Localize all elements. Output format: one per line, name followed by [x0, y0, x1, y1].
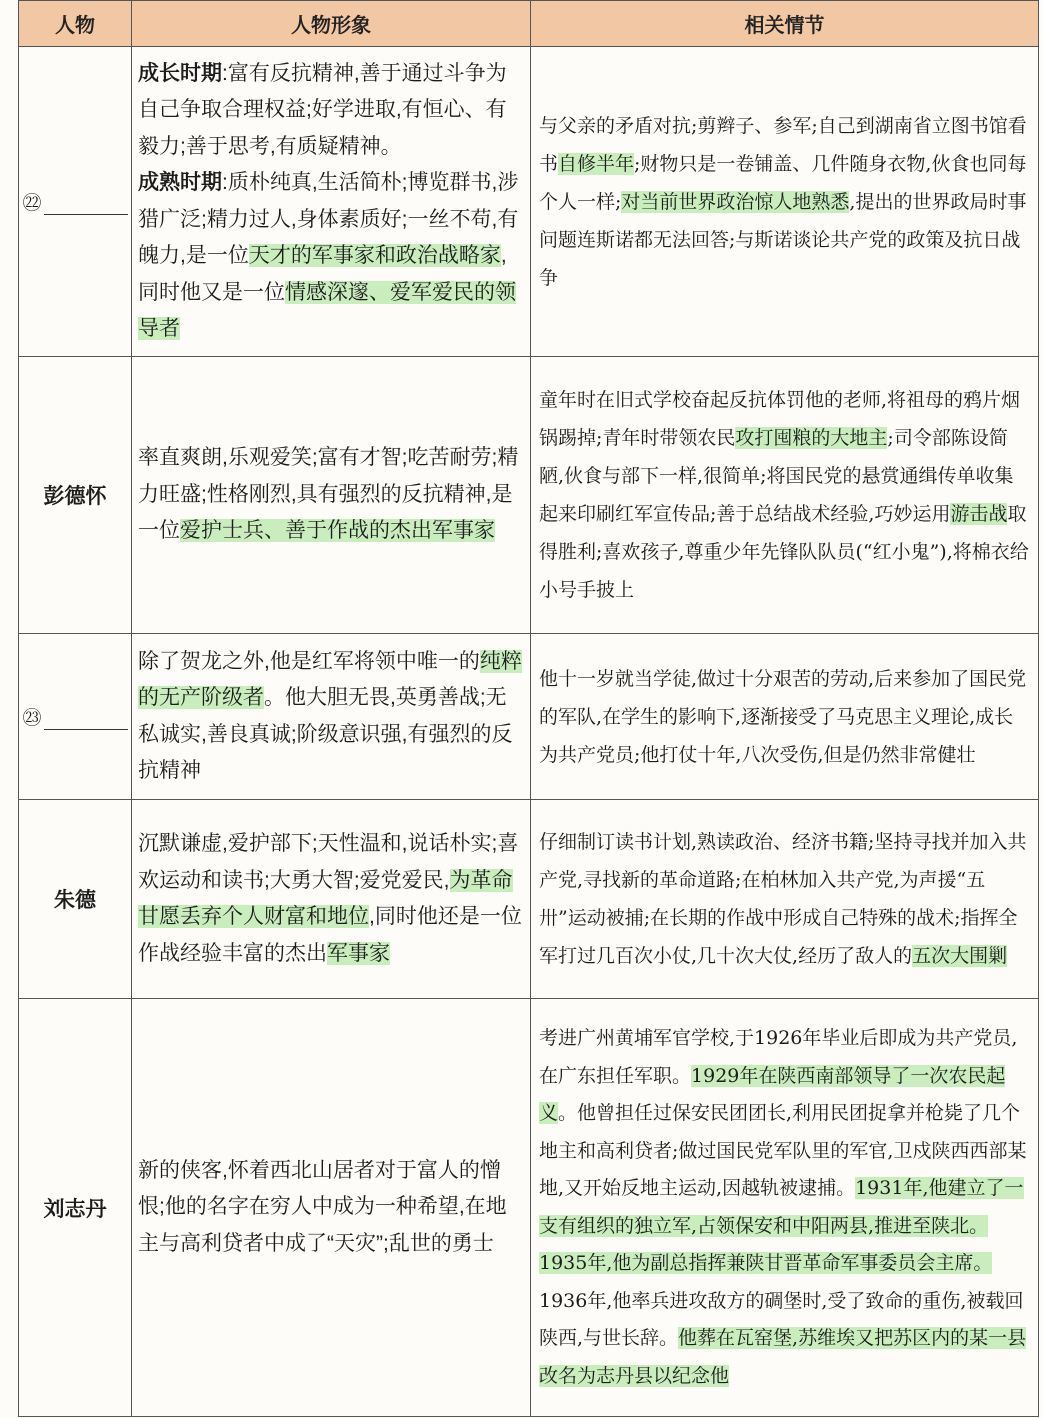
highlight-text: 情感深邃、爱军爱民的领导者	[138, 280, 516, 340]
person-cell-blank	[19, 47, 132, 357]
table-row	[19, 47, 1039, 357]
image-cell	[132, 999, 531, 1417]
period-label: 成熟时期	[138, 171, 222, 194]
table-row	[19, 999, 1039, 1417]
highlight-text: 五次大围剿	[912, 945, 1008, 967]
plot-cell	[531, 634, 1039, 800]
highlight-text: 自修半年	[558, 152, 635, 175]
image-text: 沉默谦虚,爱护部下;天性温和,说话朴实;喜欢运动和读书;大勇大智;爱党爱民,	[138, 832, 519, 892]
character-table-sheet	[18, 0, 1040, 1417]
highlight-text: 他葬在瓦窑堡,苏维埃又把苏区内的某一县改名为志丹县以纪念他	[539, 1327, 1027, 1387]
plot-cell	[531, 47, 1039, 357]
header-plot: 相关情节	[531, 1, 1039, 47]
person-name: 彭德怀	[19, 357, 132, 634]
blank-line	[44, 200, 128, 215]
plot-text: ;财物只是一卷铺盖、几件随身衣物,伙食也同每个人一样;	[539, 152, 1027, 213]
table-row	[19, 800, 1039, 999]
plot-text: 考进广州黄埔军官学校,于1926年毕业后即成为共产党员,在广东担任军职。	[539, 1027, 1018, 1087]
image-cell	[132, 634, 531, 800]
plot-text: 与父亲的矛盾对抗;剪辫子、参军;自己到湖南省立图书馆看书	[539, 114, 1027, 175]
fill-in-blank[interactable]	[22, 188, 127, 215]
blank-line	[44, 715, 128, 730]
image-text: ,同时他还是一位作战经验丰富的杰出	[138, 905, 522, 965]
person-name: 刘志丹	[19, 999, 132, 1417]
highlight-text: 爱护士兵、善于作战的杰出军事家	[180, 519, 495, 543]
plot-text: ,提出的世界政局时事问题连斯诺都无法回答;与斯诺谈论共产党的政策及抗日战争	[539, 190, 1027, 289]
highlight-text: 攻打囤粮的大地主	[735, 427, 888, 449]
header-person: 人物	[19, 1, 132, 47]
image-text: 率直爽朗,乐观爱笑;富有才智;吃苦耐劳;精力旺盛;性格刚烈,具有强烈的反抗精神,是一位	[138, 446, 519, 543]
highlight-text: 1929年在陕西南部领导了一次农民起义	[539, 1064, 1006, 1124]
image-text: ,同时他又是一位	[138, 244, 507, 304]
plot-cell	[531, 999, 1039, 1417]
highlight-text: 纯粹的无产阶级者	[138, 649, 522, 709]
plot-text: 他十一岁就当学徒,做过十分艰苦的劳动,后来参加了国民党的军队,在学生的影响下,逐渐接受了马克思主义理论,成长为共产党员;他打仗十年,八次受伤,但是仍然非常健壮	[539, 667, 1027, 766]
image-text: :富有反抗精神,善于通过斗争为自己争取合理权益;好学进取,有恒心、有毅力;善于思考,有质疑精神。	[138, 61, 507, 158]
plot-text: 。他曾担任过保安民团团长,利用民团捉拿并枪毙了几个地主和高利贷者;做过国民党军队里的军官,卫戍陕西西部某地,又开始反地主运动,因越轨被逮捕。	[539, 1102, 1027, 1199]
plot-text: 仔细制订读书计划,熟读政治、经济书籍;坚持寻找并加入共产党,寻找新的革命道路;在柏林加入共产党,为声援“五卅”运动被捕;在长期的作战中形成自己特殊的战术;指挥全军打过几百次小仗,几十次大仗,经历了敌人的	[539, 831, 1027, 967]
image-text: 。他大胆无畏,英勇善战;无私诚实,善良真诚;阶级意识强,有强烈的反抗精神	[138, 686, 513, 782]
blank-number: ㉓	[22, 707, 42, 729]
table-row	[19, 634, 1039, 800]
highlight-text: 军事家	[327, 941, 390, 965]
header-image: 人物形象	[132, 1, 531, 47]
image-text: :质朴纯真,生活简朴;博览群书,涉猎广泛;精力过人,身体素质好;一丝不苟,有魄力,是一位	[138, 171, 519, 267]
person-name: 朱德	[19, 800, 132, 999]
blank-number: ㉒	[22, 192, 42, 214]
plot-cell	[531, 357, 1039, 634]
image-cell	[132, 800, 531, 999]
image-text: 除了贺龙之外,他是红军将领中唯一的	[138, 649, 480, 673]
highlight-text: 游击战	[950, 503, 1008, 525]
plot-text: ;司令部陈设简陋,伙食与部下一样,很简单;将国民党的悬赏通缉传单收集起来印刷红军宣传品;善于总结战术经验,巧妙运用	[539, 427, 1014, 525]
highlight-text: 为革命甘愿丢弃个人财富和地位	[138, 868, 513, 928]
period-label: 成长时期	[138, 61, 222, 85]
character-table	[18, 0, 1039, 1417]
person-cell-blank	[19, 634, 132, 800]
highlight-text: 对当前世界政治惊人地熟悉	[621, 190, 850, 213]
highlight-text: 1931年,他建立了一支有组织的独立军,占领保安和中阳两县,推进至陕北。1935年,他为副总指挥兼陕甘晋革命军事委员会主席。	[539, 1177, 1024, 1274]
image-cell	[132, 357, 531, 634]
fill-in-blank[interactable]	[22, 703, 127, 730]
plot-text: 1936年,他率兵进攻敌方的碉堡时,受了致命的重伤,被载回陕西,与世长辞。	[539, 1289, 1024, 1349]
highlight-text: 天才的军事家和政治战略家	[248, 244, 501, 267]
plot-cell	[531, 800, 1039, 999]
image-text: 新的侠客,怀着西北山居者对于富人的憎恨;他的名字在穷人中成为一种希望,在地主与高利贷者中成了“天灾”;乱世的勇士	[138, 1158, 507, 1255]
table-row	[19, 357, 1039, 634]
image-cell	[132, 47, 531, 357]
plot-text: 取得胜利;喜欢孩子,尊重少年先锋队队员(“红小鬼”),将棉衣给小号手披上	[539, 503, 1029, 601]
plot-text: 童年时在旧式学校奋起反抗体罚他的老师,将祖母的鸦片烟锅踢掉;青年时带领农民	[539, 389, 1021, 449]
table-header-row	[19, 1, 1039, 47]
